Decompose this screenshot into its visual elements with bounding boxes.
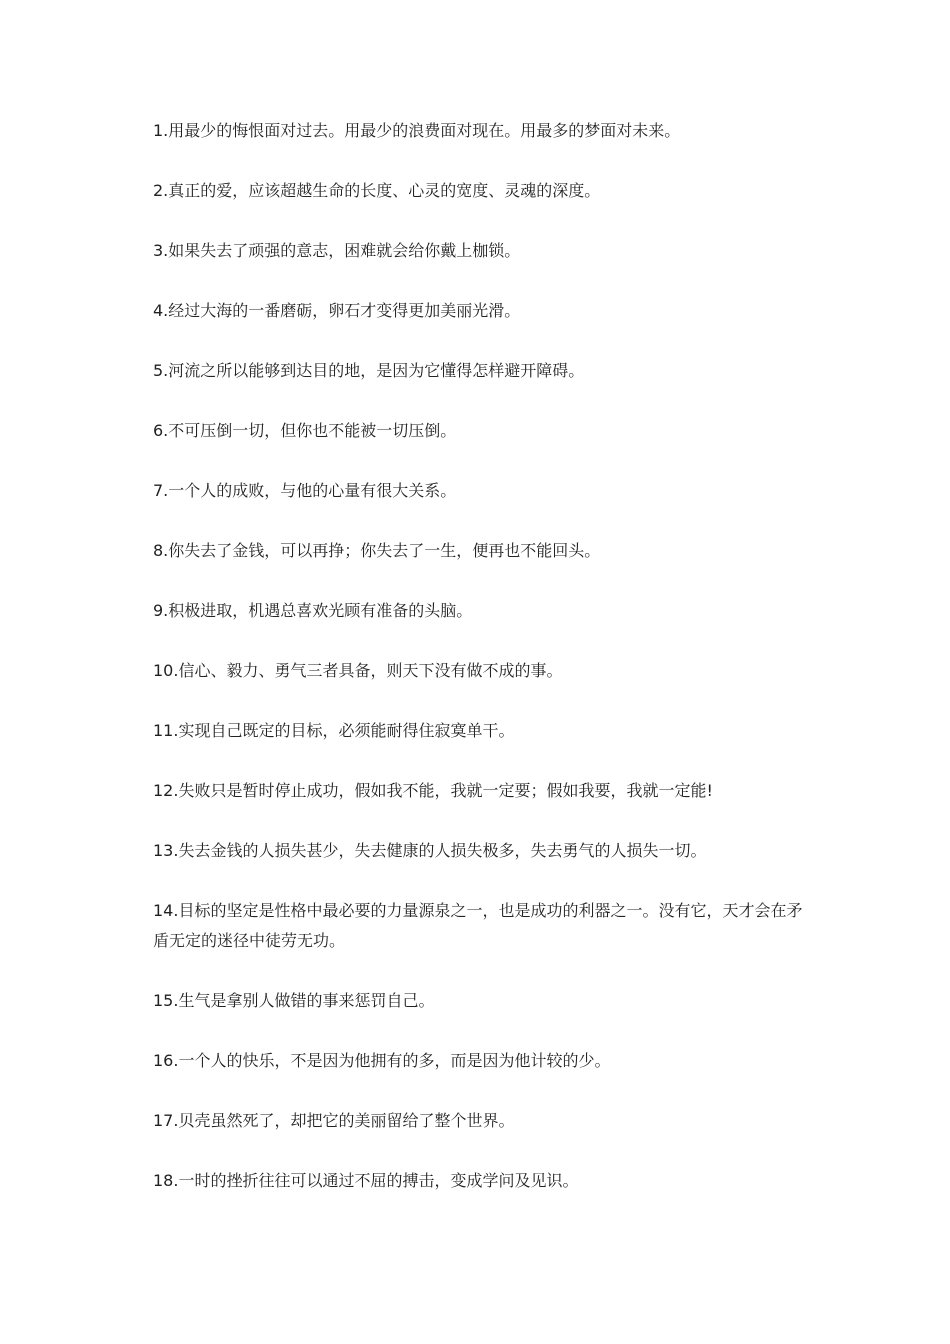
quote-item: 13.失去金钱的人损失甚少，失去健康的人损失极多，失去勇气的人损失一切。	[153, 841, 707, 860]
quote-item: 9.积极进取，机遇总喜欢光顾有准备的头脑。	[153, 601, 473, 620]
quote-list	[153, 116, 803, 1226]
quote-item: 4.经过大海的一番磨砺，卵石才变得更加美丽光滑。	[153, 301, 521, 320]
quote-item: 14.目标的坚定是性格中最必要的力量源泉之一，也是成功的利器之一。没有它，天才会在矛盾无定的迷径中徒劳无功。	[153, 901, 803, 950]
quote-item: 2.真正的爱，应该超越生命的长度、心灵的宽度、灵魂的深度。	[153, 181, 601, 200]
quote-item: 15.生气是拿别人做错的事来惩罚自己。	[153, 991, 435, 1010]
quote-item: 17.贝壳虽然死了，却把它的美丽留给了整个世界。	[153, 1111, 515, 1130]
quote-item: 5.河流之所以能够到达目的地，是因为它懂得怎样避开障碍。	[153, 361, 585, 380]
quote-item: 16.一个人的快乐，不是因为他拥有的多，而是因为他计较的少。	[153, 1051, 611, 1070]
quote-item: 10.信心、毅力、勇气三者具备，则天下没有做不成的事。	[153, 661, 563, 680]
quote-item: 3.如果失去了顽强的意志，困难就会给你戴上枷锁。	[153, 241, 521, 260]
quote-item: 12.失败只是暂时停止成功，假如我不能，我就一定要；假如我要，我就一定能!	[153, 781, 713, 800]
quote-item: 18.一时的挫折往往可以通过不屈的搏击，变成学问及见识。	[153, 1171, 579, 1190]
quote-item: 1.用最少的悔恨面对过去。用最少的浪费面对现在。用最多的梦面对未来。	[153, 121, 681, 140]
quote-item: 8.你失去了金钱，可以再挣；你失去了一生，便再也不能回头。	[153, 541, 601, 560]
quote-item: 7.一个人的成败，与他的心量有很大关系。	[153, 481, 457, 500]
quote-item: 6.不可压倒一切，但你也不能被一切压倒。	[153, 421, 457, 440]
quote-item: 11.实现自己既定的目标，必须能耐得住寂寞单干。	[153, 721, 515, 740]
